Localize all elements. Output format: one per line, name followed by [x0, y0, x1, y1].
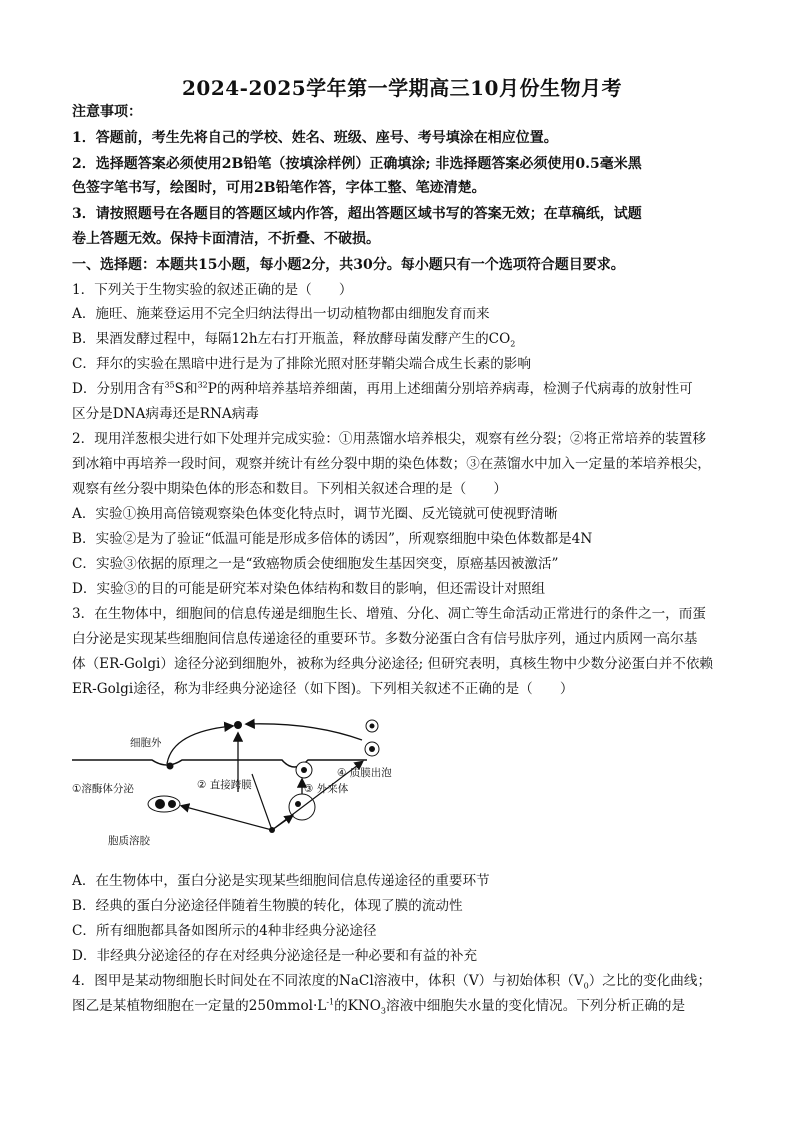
q2-stem-1: 2．现用洋葱根尖进行如下处理并完成实验：①用蒸馏水培养根尖，观察有丝分裂；②将正常培养的装置移 [72, 431, 706, 447]
q3-stem-2: 白分泌是实现某些细胞间信息传递途径的重要环节。多数分泌蛋白含有信号肽序列，通过内质网一高尔基 [72, 631, 698, 647]
label-cytosol: 胞质溶胶 [108, 835, 150, 847]
notice-item-2a: 2．选择题答案必须使用2B铅笔（按填涂样例）正确填涂; 非选择题答案必须使用0.5毫米黑 [72, 156, 642, 172]
notice-item-2b: 色签字笔书写，绘图时，可用2B铅笔作答，字体工整、笔迹清楚。 [72, 180, 486, 196]
notice-item-3b: 卷上答题无效。保持卡面清洁，不折叠、不破损。 [72, 231, 380, 247]
q3-stem-3: 体（ER-Golgi）途径分泌到细胞外，被称为经典分泌途径; 但研究表明，真核生物中少数分泌蛋白并不依赖 [72, 656, 714, 672]
secretion-pathway-diagram [72, 712, 392, 862]
q1-option-a: A．施旺、施莱登运用不完全归纳法得出一切动植物都由细胞发育而来 [72, 306, 490, 322]
q3-option-c: C．所有细胞都具备如图所示的4种非经典分泌途径 [72, 923, 377, 939]
protein-dot-top [234, 721, 242, 729]
notice-item-3a: 3．请按照题号在各题目的答题区域内作答，超出答题区域书写的答案无效；在草稿纸，试题 [72, 206, 642, 222]
label-pathway-4: ④ 质膜出泡 [337, 767, 392, 779]
q1-option-d-cont: 区分是DNA病毒还是RNA病毒 [72, 406, 259, 422]
q2-stem-2: 到冰箱中再培养一段时间，观察并统计有丝分裂中期的染色体数；③在蒸馏水中加入一定量的苯培养根尖， [72, 456, 711, 472]
arrow-lysosome-out [167, 726, 232, 764]
q1-stem: 1．下列关于生物实验的叙述正确的是（ ） [72, 282, 353, 298]
q3-option-b: B．经典的蛋白分泌途径伴随着生物膜的转化，体现了膜的流动性 [72, 898, 463, 914]
q2-stem-3: 观察有丝分裂中期染色体的形态和数目。下列相关叙述合理的是（ ） [72, 481, 507, 497]
q3-option-a: A．在生物体中，蛋白分泌是实现某些细胞间信息传递途径的重要环节 [72, 873, 490, 889]
q2-option-c: C．实验③依据的原理之一是“致癌物质会使细胞发生基因突变，原癌基因被激活” [72, 556, 559, 572]
notice-item-1: 1．答题前，考生先将自己的学校、姓名、班级、座号、考号填涂在相应位置。 [72, 130, 558, 146]
label-pathway-3: ③ 外来体 [304, 783, 349, 795]
label-outside: 细胞外 [130, 737, 162, 749]
q1-option-d: D．分别用含有$^{35}$S和$^{32}$P的两种培养基培养细菌，再用上述细菌分别培养病毒，检测子代病毒的放射性可 [72, 380, 693, 397]
notice-heading: 注意事项： [72, 104, 142, 120]
q1-option-c: C．拜尔的实验在黑暗中进行是为了排除光照对胚芽鞘尖端合成生长素的影响 [72, 356, 531, 372]
q2-option-a: A．实验①换用高倍镜观察染色体变化特点时，调节光圈、反光镜就可使视野清晰 [72, 506, 558, 522]
q3-stem-1: 3．在生物体中，细胞间的信息传递是细胞生长、增殖、分化、凋亡等生命活动正常进行的条件之一，而蛋 [72, 606, 706, 622]
cell-membrane [72, 760, 367, 767]
section-heading: 一、选择题：本题共15小题，每小题2分，共30分。每小题只有一个选项符合题目要求。 [72, 257, 625, 273]
q4-stem-2: 图乙是某植物细胞在一定量的$250mmol\cdot L^{-1}$的$KNO_3$溶液中细胞失水量的变化情况。下列分析正确的是 [72, 997, 686, 1016]
q3-option-d: D．非经典分泌途径的存在对经典分泌途径是一种必要和有益的补充 [72, 948, 478, 964]
q4-stem-1: 4．图甲是某动物细胞长时间处在不同浓度的NaCl溶液中，体积（V）与初始体积$(V_0)$之比的变化曲线； [72, 973, 712, 991]
q1-option-b: B．果酒发酵过程中，每隔12h左右打开瓶盖，释放酵母菌发酵产生的$CO_2$ [72, 331, 516, 349]
arrow-exosome-out [247, 724, 362, 740]
label-pathway-1: ①溶酶体分泌 [72, 783, 134, 795]
q2-option-d: D．实验③的目的可能是研究苯对染色体结构和数目的影响，但还需设计对照组 [72, 581, 546, 597]
q2-option-b: B．实验②是为了验证“低温可能是形成多倍体的诱因”，所观察细胞中染色体数都是4N [72, 531, 593, 547]
protein-dot-membrane [167, 763, 174, 770]
q3-stem-4: ER-Golgi途径，称为非经典分泌途径（如下图)。下列相关叙述不正确的是（ ） [72, 681, 574, 697]
page-title: 2024-2025学年第一学期高三10月份生物月考 [182, 76, 622, 100]
label-pathway-2: ② 直接跨膜 [197, 779, 252, 791]
